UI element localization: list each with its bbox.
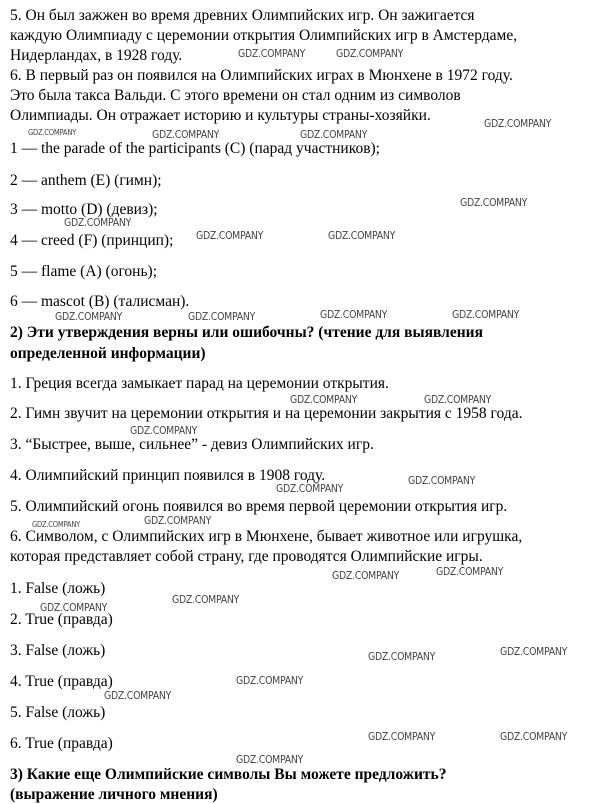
- watermark: GDZ.COMPANY: [28, 128, 77, 137]
- section-heading: (выражение личного мнения): [10, 786, 218, 803]
- watermark: GDZ.COMPANY: [336, 47, 404, 60]
- text-line: 3. False (ложь): [10, 642, 106, 659]
- text-line: 5. Он был зажжен во время древних Олимпийских игр. Он зажигается: [10, 7, 475, 24]
- watermark: GDZ.COMPANY: [104, 689, 172, 702]
- watermark: GDZ.COMPANY: [236, 674, 304, 687]
- text-line: 2 — anthem (E) (гимн);: [10, 172, 162, 189]
- watermark: GDZ.COMPANY: [300, 128, 368, 141]
- watermark: GDZ.COMPANY: [55, 310, 123, 323]
- watermark: GDZ.COMPANY: [236, 753, 304, 766]
- text-line: 2. Гимн звучит на церемонии открытия и на церемонии закрытия с 1958 года.: [10, 405, 523, 422]
- watermark: GDZ.COMPANY: [238, 47, 306, 60]
- text-line: 1 — the parade of the participants (C) (парад участников);: [10, 140, 380, 157]
- watermark: GDZ.COMPANY: [368, 730, 436, 743]
- text-line: 4 — creed (F) (принцип);: [10, 232, 174, 249]
- section-heading: 2) Эти утверждения верны или ошибочны? (чтение для выявления: [10, 324, 483, 341]
- text-line: 6. В первый раз он появился на Олимпийских играх в Мюнхене в 1972 году.: [10, 67, 513, 84]
- watermark: GDZ.COMPANY: [144, 514, 212, 527]
- watermark: GDZ.COMPANY: [40, 601, 108, 614]
- watermark: GDZ.COMPANY: [64, 216, 132, 229]
- text-line: которая представляет собой страну, где проводятся Олимпийские игры.: [10, 548, 483, 565]
- text-line: каждую Олимпиаду с церемонии открытия Олимпийских игр в Амстердаме,: [10, 27, 518, 44]
- section-heading: 3) Какие еще Олимпийские символы Вы можете предложить?: [10, 766, 447, 783]
- watermark: GDZ.COMPANY: [424, 393, 492, 406]
- text-line: 6. Символом, с Олимпийских игр в Мюнхене, бывает животное или игрушка,: [10, 528, 523, 545]
- text-line: 5 — flame (A) (огонь);: [10, 263, 158, 280]
- watermark: GDZ.COMPANY: [408, 474, 476, 487]
- section-heading: определенной информации): [10, 345, 206, 362]
- watermark: GDZ.COMPANY: [368, 650, 436, 663]
- text-line: Нидерландах, в 1928 году.: [10, 47, 183, 64]
- watermark: GDZ.COMPANY: [290, 393, 358, 406]
- text-line: Олимпиады. Он отражает историю и культуры страны-хозяйки.: [10, 107, 431, 124]
- text-line: 6 — mascot (B) (талисман).: [10, 293, 190, 310]
- text-line: 5. False (ложь): [10, 704, 106, 721]
- watermark: GDZ.COMPANY: [500, 645, 568, 658]
- text-line: 3 — motto (D) (девиз);: [10, 201, 158, 218]
- watermark: GDZ.COMPANY: [452, 308, 520, 321]
- text-line: 3. “Быстрее, выше, сильнее” - девиз Олимпийских игр.: [10, 436, 374, 453]
- text-line: Это была такса Вальди. С этого времени он стал одним из символов: [10, 87, 461, 104]
- text-line: 4. Олимпийский принцип появился в 1908 году.: [10, 467, 326, 484]
- text-line: 1. Греция всегда замыкает парад на церемонии открытия.: [10, 375, 389, 392]
- watermark: GDZ.COMPANY: [460, 196, 528, 209]
- watermark: GDZ.COMPANY: [328, 229, 396, 242]
- watermark: GDZ.COMPANY: [130, 424, 198, 437]
- text-line: 2. True (правда): [10, 611, 113, 628]
- text-line: 5. Олимпийский огонь появился во время первой церемонии открытия игр.: [10, 498, 508, 515]
- text-line: 4. True (правда): [10, 673, 113, 690]
- watermark: GDZ.COMPANY: [332, 569, 400, 582]
- watermark: GDZ.COMPANY: [320, 308, 388, 321]
- text-line: 6. True (правда): [10, 735, 113, 752]
- watermark: GDZ.COMPANY: [436, 565, 504, 578]
- watermark: GDZ.COMPANY: [172, 593, 240, 606]
- watermark: GDZ.COMPANY: [500, 730, 568, 743]
- watermark: GDZ.COMPANY: [276, 482, 344, 495]
- watermark: GDZ.COMPANY: [188, 310, 256, 323]
- watermark: GDZ.COMPANY: [196, 229, 264, 242]
- text-line: 1. False (ложь): [10, 580, 106, 597]
- watermark: GDZ.COMPANY: [32, 520, 81, 529]
- watermark: GDZ.COMPANY: [484, 117, 552, 130]
- watermark: GDZ.COMPANY: [152, 128, 220, 141]
